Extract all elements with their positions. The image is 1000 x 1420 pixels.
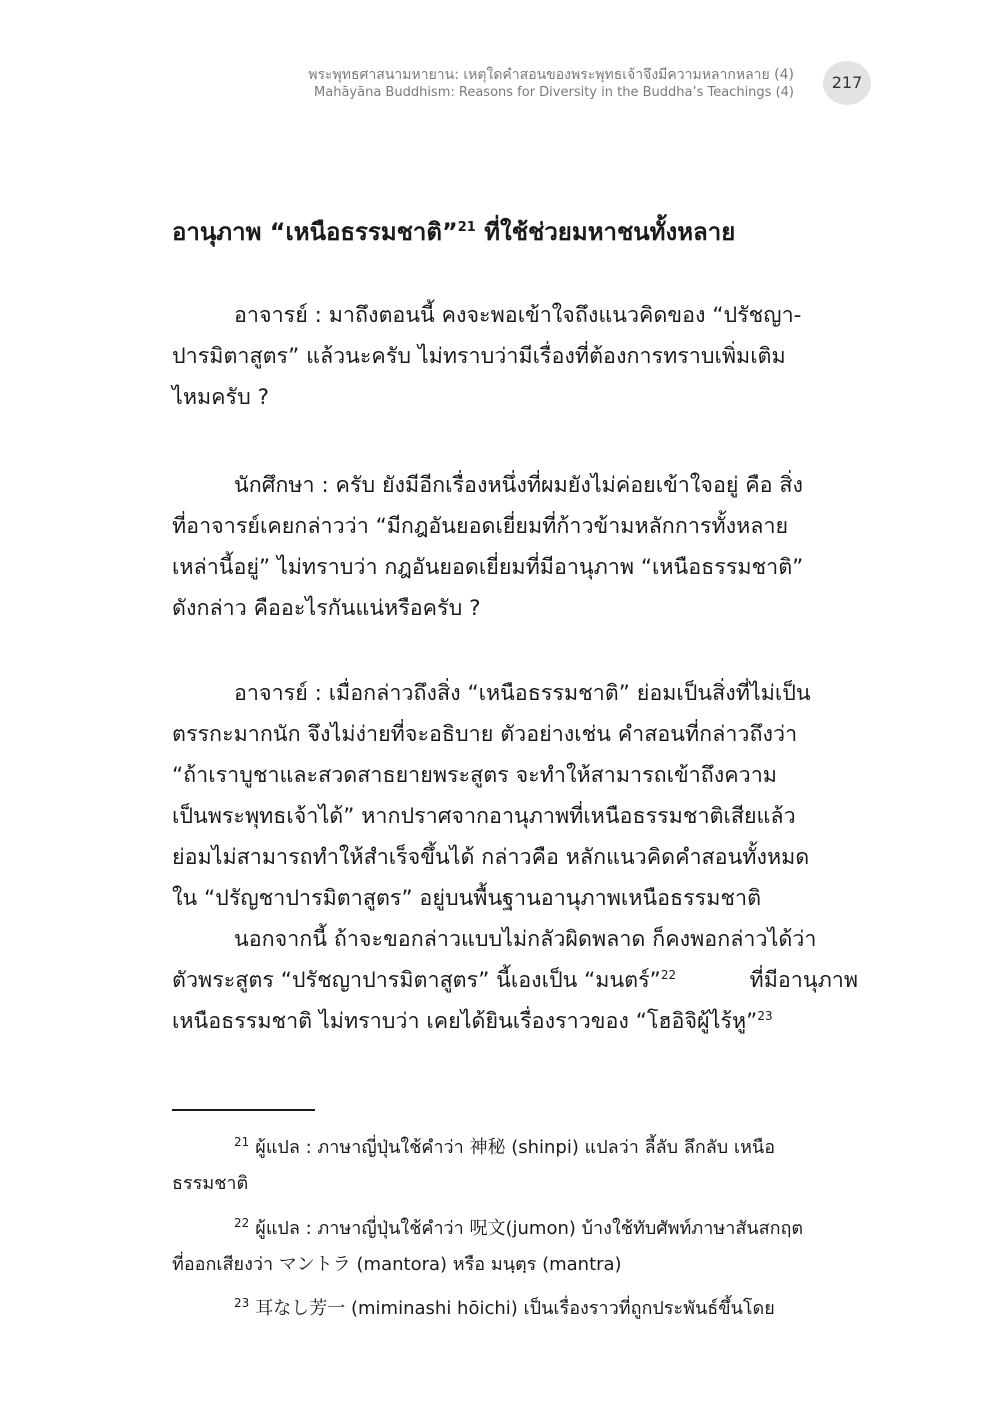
- heading-text-1: อานุภาพ “เหนือธรรมชาติ”: [172, 218, 458, 246]
- heading-text-2: ที่ใช้ช่วยมหาชนทั้งหลาย: [475, 218, 736, 246]
- line-text: ใน “ปรัญชาปารมิตาสูตร” อยู่บนพื้นฐานอานุภาพเหนือธรรมชาติ: [172, 886, 762, 911]
- footnote-line: [172, 1121, 858, 1163]
- line-text: ตัวพระสูตร “ปรัชญาปารมิตาสูตร” นี้เองเป็น “มนตร์”: [172, 968, 661, 993]
- text-line: [172, 377, 858, 418]
- line-text: ไหมครับ ?: [172, 385, 269, 410]
- footnote-text: ผู้แปล : ภาษาญี่ปุ่นใช้คำว่า 呪文(jumon) บ้างใช้ทับศัพท์ภาษาสันสกฤต: [255, 1218, 804, 1239]
- running-header: [308, 66, 794, 102]
- line-text: อาจารย์ : เมื่อกล่าวถึงสิ่ง “เหนือธรรมชาติ” ย่อมเป็นสิ่งที่ไม่เป็น: [234, 681, 811, 706]
- footnote-number: 21: [234, 1135, 250, 1149]
- text-line: [172, 714, 858, 755]
- text-line: [172, 755, 858, 796]
- header-title-thai: พระพุทธศาสนามหายาน: เหตุใดคำสอนของพระพุทธเจ้าจึงมีความหลากหลาย (4): [308, 67, 794, 83]
- line-text: เหล่านี้อยู่” ไม่ทราบว่า กฎอันยอดเยี่ยมที่มีอานุภาพ “เหนือธรรมชาติ”: [172, 555, 804, 580]
- footnote-line-text: [234, 1202, 803, 1244]
- page-number: 217: [823, 61, 871, 105]
- footnote-line: [172, 1244, 858, 1286]
- paragraph-2: [172, 465, 858, 629]
- paragraph-1: [172, 295, 858, 418]
- line-text: ตรรกะมากนัก จึงไม่ง่ายที่จะอธิบาย ตัวอย่างเช่น คำสอนที่กล่าวถึงว่า: [172, 722, 798, 747]
- text-line: [172, 465, 858, 506]
- text-line: [172, 588, 858, 629]
- line-text: เหนือธรรมชาติ ไม่ทราบว่า เคยได้ยินเรื่องราวของ “โฮอิจิผู้ไร้หู”: [172, 1009, 758, 1034]
- footnote-divider: [172, 1109, 315, 1111]
- text-line: [172, 547, 858, 588]
- footnote-line: [172, 1163, 858, 1205]
- line-text: ย่อมไม่สามารถทำให้สำเร็จขึ้นได้ กล่าวคือ หลักแนวคิดคำสอนทั้งหมด: [172, 845, 810, 870]
- paragraph-3: [172, 673, 858, 1042]
- footnote-line-text: [234, 1282, 775, 1324]
- text-line: [172, 506, 858, 547]
- footnote-text: ที่ออกเสียงว่า マントラ (mantora) หรือ มนฺตฺร (mantra): [172, 1254, 622, 1275]
- header-title-english: Mahāyāna Buddhism: Reasons for Diversity in the Buddha’s Teachings (4): [314, 85, 794, 100]
- section-heading: [172, 212, 735, 251]
- text-line: [172, 336, 858, 377]
- footnote-text: ผู้แปล : ภาษาญี่ปุ่นใช้คำว่า 神秘 (shinpi) แปลว่า ลี้ลับ ลึกลับ เหนือ: [255, 1137, 776, 1158]
- footnote-number: 23: [234, 1296, 250, 1310]
- line-text: ดังกล่าว คืออะไรกันแน่หรือครับ ?: [172, 596, 481, 621]
- footnote-22: [172, 1202, 858, 1286]
- text-line: [172, 837, 858, 878]
- footnote-line: [172, 1282, 858, 1324]
- footnote-23: [172, 1282, 858, 1324]
- line-text: “ถ้าเราบูชาและสวดสาธยายพระสูตร จะทำให้สามารถเข้าถึงความ: [172, 763, 777, 788]
- footnote-21: [172, 1121, 858, 1205]
- line-text: อาจารย์ : มาถึงตอนนี้ คงจะพอเข้าใจถึงแนวคิดของ “ปรัชญา-: [234, 303, 802, 328]
- text-line: [172, 796, 858, 837]
- footnote-ref-22: 22: [660, 967, 677, 982]
- line-text: ที่มีอานุภาพ: [749, 968, 858, 993]
- footnote-ref-23: 23: [757, 1008, 773, 1023]
- footnote-line-text: [234, 1121, 775, 1163]
- text-line: [172, 878, 858, 919]
- text-line: [172, 1001, 858, 1042]
- footnote-number: 22: [234, 1216, 250, 1230]
- line-text: ปารมิตาสูตร” แล้วนะครับ ไม่ทราบว่ามีเรื่องที่ต้องการทราบเพิ่มเติม: [172, 344, 786, 369]
- line-text-with-ref: [172, 960, 676, 1001]
- line-text: นอกจากนี้ ถ้าจะขอกล่าวแบบไม่กลัวผิดพลาด ก็คงพอกล่าวได้ว่า: [234, 927, 817, 952]
- heading-footnote-ref: 21: [457, 220, 476, 235]
- line-text-with-ref: [172, 1001, 773, 1042]
- line-text: ที่อาจารย์เคยกล่าวว่า “มีกฎอันยอดเยี่ยมที่ก้าวข้ามหลักการทั้งหลาย: [172, 514, 789, 539]
- footnote-text: ธรรมชาติ: [172, 1173, 249, 1194]
- line-text: เป็นพระพุทธเจ้าได้” หากปราศจากอานุภาพที่เหนือธรรมชาติเสียแล้ว: [172, 804, 796, 829]
- footnote-text: 耳なし芳一 (miminashi hōichi) เป็นเรื่องราวที่ถูกประพันธ์ขึ้นโดย: [255, 1298, 775, 1319]
- line-text: นักศึกษา : ครับ ยังมีอีกเรื่องหนึ่งที่ผมยังไม่ค่อยเข้าใจอยู่ คือ สิ่ง: [234, 473, 804, 498]
- text-line: [172, 960, 858, 1001]
- text-line: [172, 673, 858, 714]
- text-line: [172, 919, 858, 960]
- footnote-line: [172, 1202, 858, 1244]
- text-line: [172, 295, 858, 336]
